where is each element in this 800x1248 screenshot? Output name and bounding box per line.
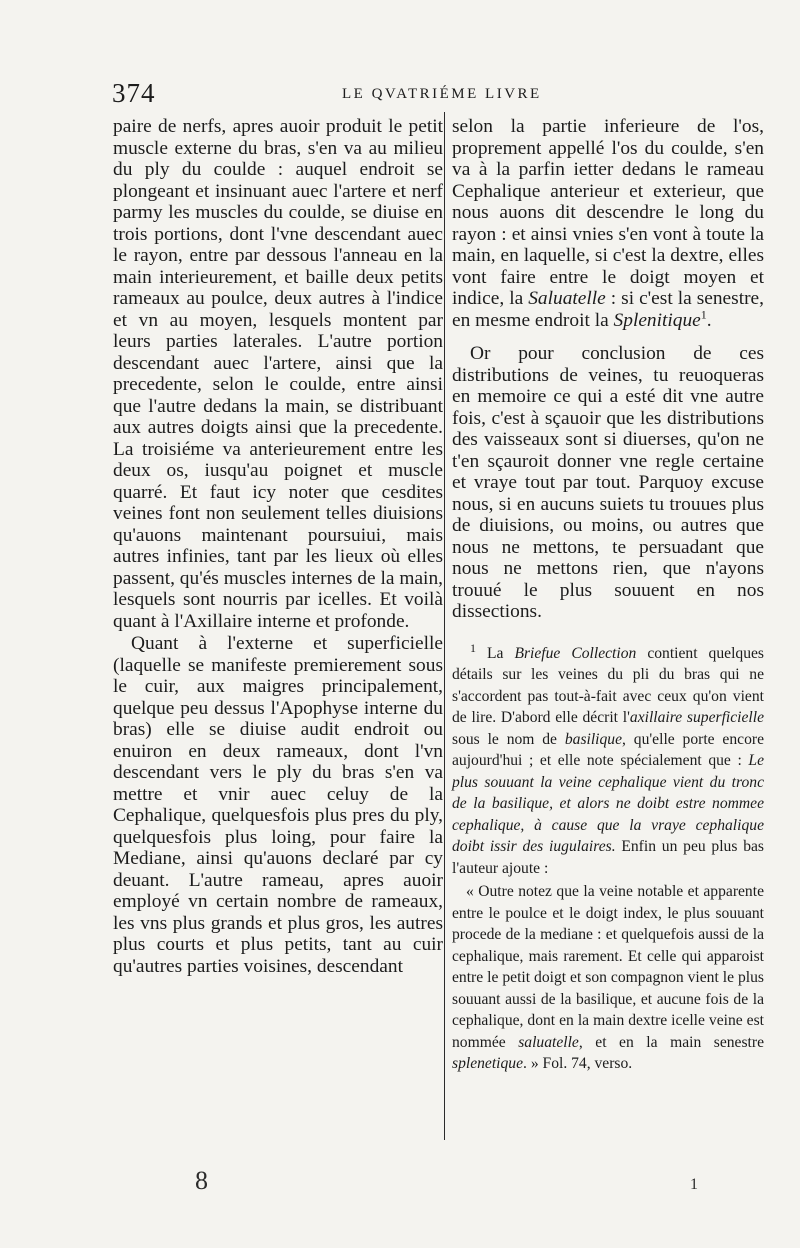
right-paragraph-1: selon la partie inferieure de l'os, proprement appellé l'os du coulde, s'en va à la parfin ietter dedans le rameau Cephalique anterieur et exterieur, que nous auons dit descendre le long du rayon : et ainsi vnies s'en vont à toute la main, en laquelle, si c'est la dextre, elles vont faire entre le doigt moyen et indice, la Saluatelle : si c'est la senestre, en mesme endroit la Splenitique$^1$.: [452, 116, 764, 331]
footnote-paragraph: $^1$ La Briefue Collection contient quelques détails sur les veines du pli du bras qui ne s'accordent pas tout-à-fait avec ceux qu'on vient de lire. D'abord elle décrit l'axillaire superficielle sous le nom de basilique, qu'elle porte encore aujourd'hui ; et elle note spécialement que : Le plus souuant la veine cephalique vient du tronc de la basilique, et alors ne doibt estre nommee cephalique, à cause que la vraye cephalique doibt issir des iugulaires. Enfin un peu plus bas l'auteur ajoute :: [452, 640, 764, 877]
right-paragraph-2: Or pour conclusion de ces distributions de veines, tu reuoqueras en memoire ce qui a esté dit vne autre fois, c'est à sçauoir que les distributions des vaisseaux sont si diuerses, qu'on ne t'en sçauroit donner vne regle certaine et vraye tout par tout. Parquoy excuse nous, si en aucuns suiets tu trouues plus de diuisions, ou moins, ou autres que nous ne mettons, te persuadant que nous ne mettons rien, que n'ayons trouué le plus souuent en nos dissections.: [452, 343, 764, 622]
signature-mark: 8: [195, 1166, 208, 1195]
footnote-reference: 1: [700, 307, 707, 322]
left-paragraph-1: paire de nerfs, apres auoir produit le petit muscle externe du bras, s'en va au milieu du ply du coulde : auquel endroit se plongeant et insinuant auec l'artere et nerf parmy les muscles du coulde, se diuise en trois portions, dont l'vne descendant auec le rayon, entre par dessous l'anneau en la main interieurement, et baille deux petits rameaux au poulce, deux autres à l'indice et vn au moyen, lesquels montent par leurs parties laterales. L'autre portion descendant auec l'artere, ainsi que la precedente, selon le coulde, entre ainsi que l'autre dedans la main, se distribuant aux autres doigts ainsi que la precedente. La troisiéme va anterieurement entre les deux os, iusqu'au poignet et muscle quarré. Et faut icy noter que cesdites veines font non seulement telles diuisions qu'auons maintenant poursuiui, mais autres infinies, tant par les lieux où elles passent, qu'és muscles internes de la main, lesquels sont nourris par icelles. Et voilà quant à l'Axillaire interne et profonde.: [113, 116, 443, 632]
footnote-quote: « Outre notez que la veine notable et apparente entre le poulce et le doigt index, le plus souuant procede de la mediane : et quelquefois aussi de la cephalique, mais rarement. Et celle qui apparoist entre le petit doigt et son compagnon vient le plus souuant aussi de la basilique, et aucune fois de la cephalique, dont en la main dextre icelle veine est nommée saluatelle, et en la main senestre splenetique. » Fol. 74, verso.: [452, 883, 764, 1072]
running-title: LE QVATRIÉME LIVRE: [342, 86, 542, 102]
page-number: 374: [112, 78, 156, 108]
footnote-marker: 1: [470, 640, 476, 655]
running-head: [112, 78, 672, 110]
column-divider: [444, 112, 445, 1140]
left-column: [113, 116, 443, 977]
footer-mark: 1: [690, 1176, 698, 1193]
left-paragraph-2: Quant à l'externe et superficielle (laquelle se manifeste premierement sous le cuir, aux maigres principalement, quelque peu dessus l'Apophyse interne du bras) elle se diuise audit endroit ou enuiron en deux rameaux, dont l'vn descendant vers le ply du bras s'en va mettre et vnir auec celuy de la Cephalique, quelquesfois plus pres du ply, quelquesfois plus loing, pour faire la Mediane, ainsi qu'auons declaré par cy deuant. L'autre rameau, apres auoir employé vn certain nombre de rameaux, les vns plus grands et plus gros, les autres plus courts et plus petits, tant au cuir qu'autres parties voisines, descendant: [113, 633, 443, 977]
footnote: [452, 640, 764, 1075]
right-column: [452, 116, 764, 1075]
